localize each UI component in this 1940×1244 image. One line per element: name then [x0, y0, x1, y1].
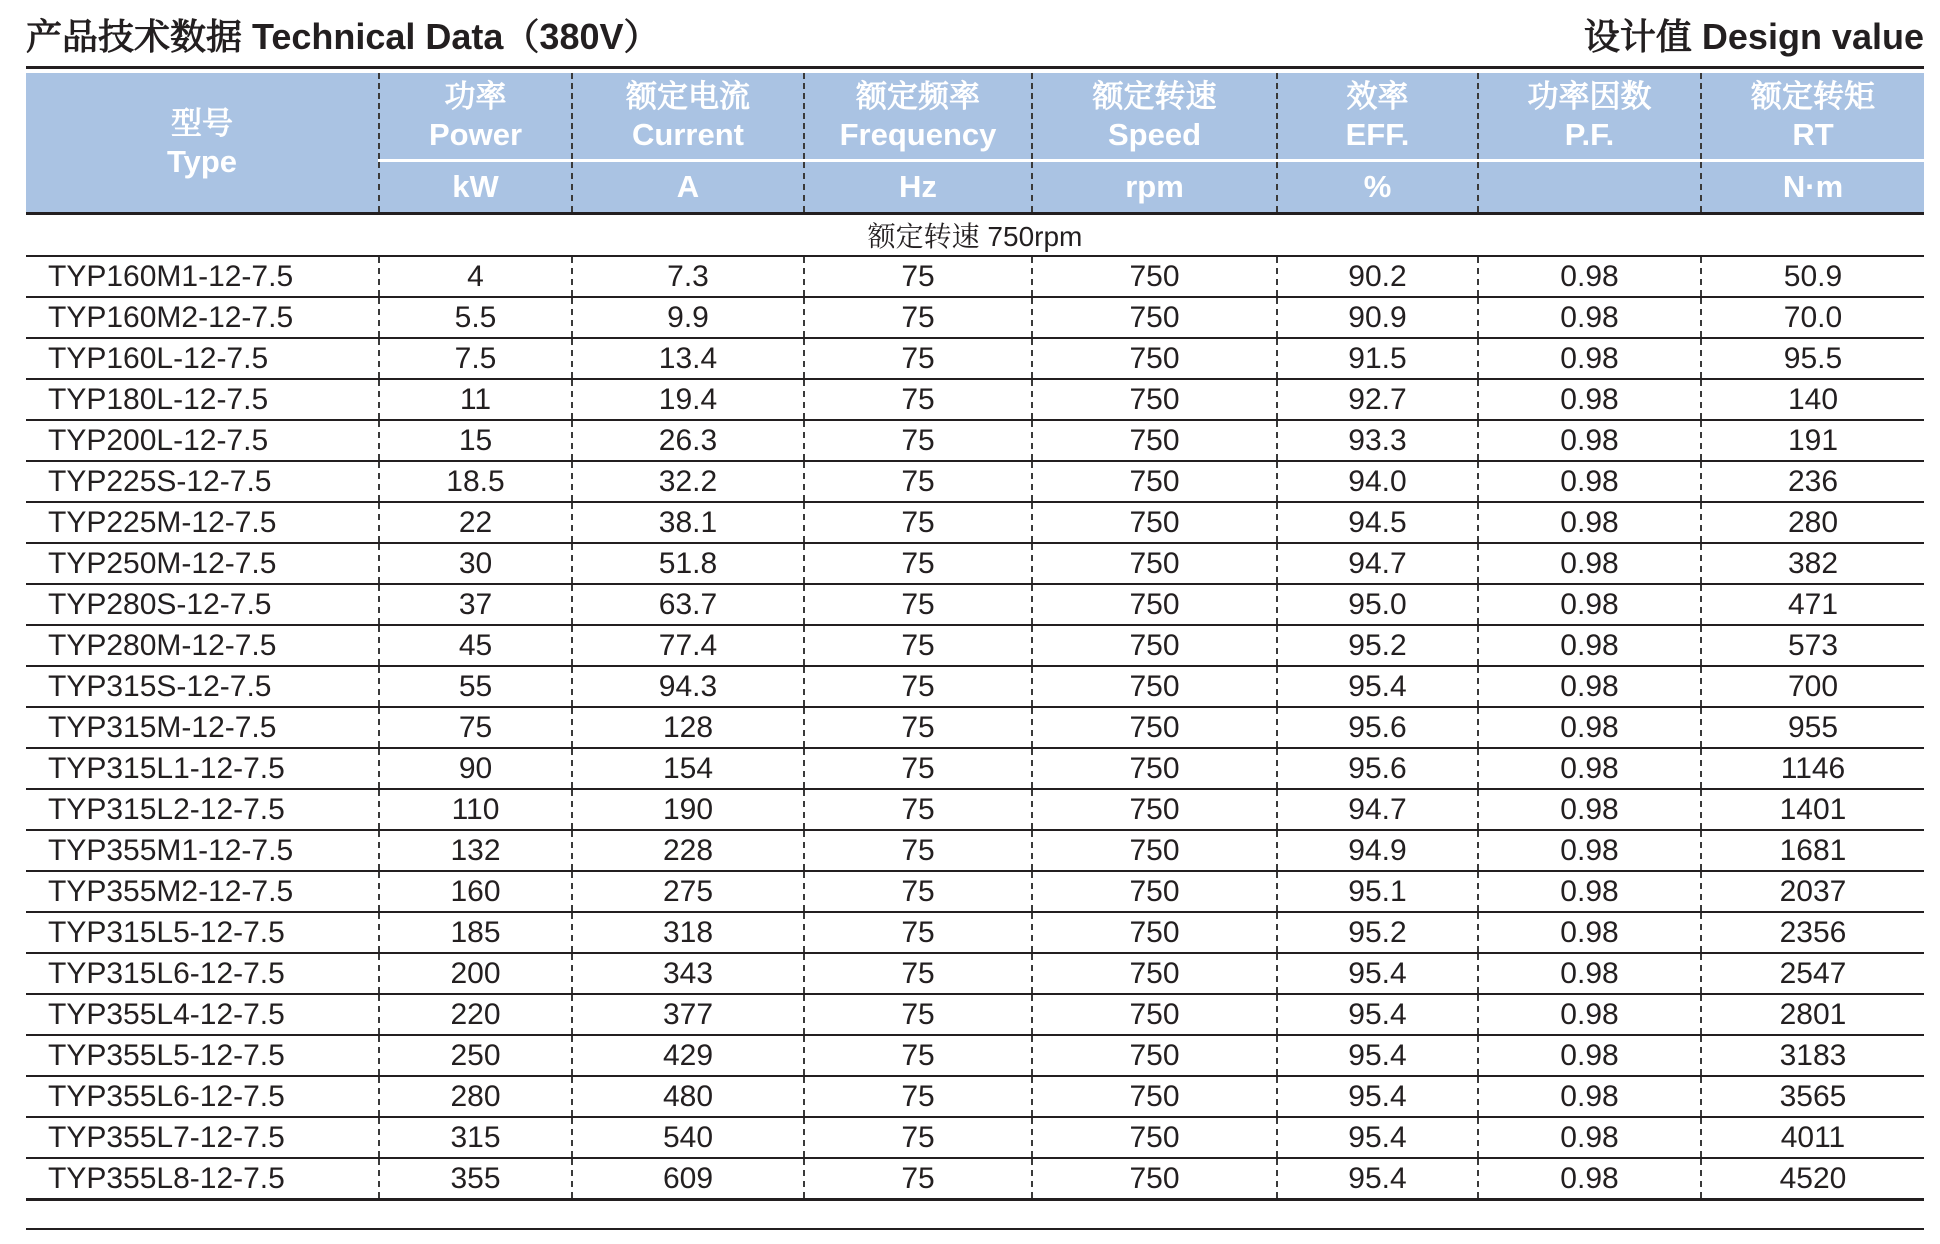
cell-frequency: 75	[804, 912, 1032, 953]
cell-efficiency: 94.7	[1277, 543, 1478, 584]
cell-current: 63.7	[572, 584, 804, 625]
cell-power-factor: 0.98	[1478, 502, 1701, 543]
cell-power: 15	[379, 420, 572, 461]
cell-speed: 750	[1032, 1076, 1277, 1117]
table-row	[26, 707, 1924, 748]
cell-model: TYP355L8-12-7.5	[26, 1158, 379, 1200]
cell-speed: 750	[1032, 584, 1277, 625]
cell-frequency: 75	[804, 625, 1032, 666]
unit-power: kW	[379, 161, 572, 214]
table-row	[26, 502, 1924, 543]
cell-current: 540	[572, 1117, 804, 1158]
cell-speed: 750	[1032, 707, 1277, 748]
cell-power: 30	[379, 543, 572, 584]
cell-efficiency: 95.4	[1277, 1117, 1478, 1158]
column-header-en: Power	[428, 117, 523, 152]
cell-power-factor: 0.98	[1478, 543, 1701, 584]
cell-frequency: 75	[804, 666, 1032, 707]
cell-frequency: 75	[804, 297, 1032, 338]
cell-power: 355	[379, 1158, 572, 1200]
column-header-en: Current	[632, 117, 744, 152]
table-row	[26, 748, 1924, 789]
cell-rated-torque: 382	[1701, 543, 1924, 584]
table-row	[26, 625, 1924, 666]
cell-model: TYP200L-12-7.5	[26, 420, 379, 461]
bottom-rule	[26, 1228, 1924, 1230]
table-row	[26, 830, 1924, 871]
cell-power-factor: 0.98	[1478, 1076, 1701, 1117]
cell-rated-torque: 140	[1701, 379, 1924, 420]
cell-efficiency: 95.4	[1277, 1076, 1478, 1117]
cell-power-factor: 0.98	[1478, 338, 1701, 379]
cell-power: 75	[379, 707, 572, 748]
cell-frequency: 75	[804, 461, 1032, 502]
cell-power-factor: 0.98	[1478, 871, 1701, 912]
cell-speed: 750	[1032, 1117, 1277, 1158]
cell-power: 160	[379, 871, 572, 912]
table-row	[26, 584, 1924, 625]
column-header-speed	[1032, 73, 1277, 161]
cell-efficiency: 95.1	[1277, 871, 1478, 912]
cell-power-factor: 0.98	[1478, 461, 1701, 502]
cell-efficiency: 90.9	[1277, 297, 1478, 338]
cell-rated-torque: 700	[1701, 666, 1924, 707]
cell-efficiency: 95.6	[1277, 707, 1478, 748]
cell-power-factor: 0.98	[1478, 1158, 1701, 1200]
cell-model: TYP225S-12-7.5	[26, 461, 379, 502]
cell-rated-torque: 2801	[1701, 994, 1924, 1035]
cell-frequency: 75	[804, 420, 1032, 461]
cell-efficiency: 90.2	[1277, 256, 1478, 297]
document-title: 产品技术数据 Technical Data（380V）	[26, 16, 660, 57]
table-row	[26, 338, 1924, 379]
cell-current: 275	[572, 871, 804, 912]
table-row	[26, 461, 1924, 502]
cell-efficiency: 94.5	[1277, 502, 1478, 543]
cell-frequency: 75	[804, 789, 1032, 830]
cell-speed: 750	[1032, 912, 1277, 953]
cell-power: 22	[379, 502, 572, 543]
cell-efficiency: 95.4	[1277, 1035, 1478, 1076]
cell-frequency: 75	[804, 871, 1032, 912]
cell-model: TYP160M1-12-7.5	[26, 256, 379, 297]
cell-current: 38.1	[572, 502, 804, 543]
column-header-en: P.F.	[1564, 117, 1615, 152]
cell-rated-torque: 1401	[1701, 789, 1924, 830]
cell-speed: 750	[1032, 994, 1277, 1035]
cell-frequency: 75	[804, 830, 1032, 871]
column-header-current	[572, 73, 804, 161]
table-row	[26, 543, 1924, 584]
cell-current: 128	[572, 707, 804, 748]
cell-power-factor: 0.98	[1478, 379, 1701, 420]
cell-speed: 750	[1032, 338, 1277, 379]
column-header-cn: 型号	[171, 105, 233, 141]
cell-model: TYP180L-12-7.5	[26, 379, 379, 420]
cell-speed: 750	[1032, 789, 1277, 830]
table-body	[26, 214, 1924, 1200]
unit-rated-torque: N·m	[1701, 161, 1924, 214]
cell-current: 32.2	[572, 461, 804, 502]
table-row	[26, 1117, 1924, 1158]
unit-efficiency: %	[1277, 161, 1478, 214]
cell-rated-torque: 2037	[1701, 871, 1924, 912]
table-row	[26, 789, 1924, 830]
cell-power-factor: 0.98	[1478, 789, 1701, 830]
cell-power: 11	[379, 379, 572, 420]
cell-frequency: 75	[804, 379, 1032, 420]
cell-speed: 750	[1032, 830, 1277, 871]
cell-power-factor: 0.98	[1478, 297, 1701, 338]
title-bar	[26, 18, 1924, 66]
cell-efficiency: 95.4	[1277, 1158, 1478, 1200]
table-row	[26, 871, 1924, 912]
cell-power-factor: 0.98	[1478, 666, 1701, 707]
cell-model: TYP315S-12-7.5	[26, 666, 379, 707]
cell-current: 228	[572, 830, 804, 871]
cell-model: TYP280S-12-7.5	[26, 584, 379, 625]
cell-current: 51.8	[572, 543, 804, 584]
cell-speed: 750	[1032, 953, 1277, 994]
cell-rated-torque: 1146	[1701, 748, 1924, 789]
cell-frequency: 75	[804, 584, 1032, 625]
design-value-label: 设计值 Design value	[1583, 16, 1924, 57]
cell-model: TYP315L5-12-7.5	[26, 912, 379, 953]
cell-power-factor: 0.98	[1478, 256, 1701, 297]
column-header-cn: 功率因数	[1527, 79, 1652, 114]
cell-current: 190	[572, 789, 804, 830]
cell-rated-torque: 50.9	[1701, 256, 1924, 297]
cell-power-factor: 0.98	[1478, 1035, 1701, 1076]
cell-efficiency: 95.2	[1277, 625, 1478, 666]
cell-speed: 750	[1032, 748, 1277, 789]
cell-frequency: 75	[804, 953, 1032, 994]
cell-power: 132	[379, 830, 572, 871]
cell-efficiency: 94.9	[1277, 830, 1478, 871]
table-row	[26, 379, 1924, 420]
cell-rated-torque: 70.0	[1701, 297, 1924, 338]
cell-model: TYP315L6-12-7.5	[26, 953, 379, 994]
column-header-power-factor	[1478, 73, 1701, 161]
technical-data-table	[26, 73, 1924, 1201]
column-header-frequency	[804, 73, 1032, 161]
cell-rated-torque: 191	[1701, 420, 1924, 461]
unit-frequency: Hz	[804, 161, 1032, 214]
cell-efficiency: 93.3	[1277, 420, 1478, 461]
cell-rated-torque: 4520	[1701, 1158, 1924, 1200]
cell-speed: 750	[1032, 461, 1277, 502]
cell-power-factor: 0.98	[1478, 584, 1701, 625]
section-label: 额定转速 750rpm	[26, 214, 1924, 257]
cell-power: 18.5	[379, 461, 572, 502]
column-header-en: EFF.	[1345, 117, 1410, 152]
cell-frequency: 75	[804, 543, 1032, 584]
column-header-cn: 功率	[444, 79, 507, 114]
cell-efficiency: 95.6	[1277, 748, 1478, 789]
column-header-efficiency	[1277, 73, 1478, 161]
unit-power-factor	[1478, 161, 1701, 214]
column-header-cn: 额定转速	[1092, 79, 1217, 114]
cell-rated-torque: 280	[1701, 502, 1924, 543]
column-header-cn: 额定转矩	[1751, 79, 1875, 114]
cell-speed: 750	[1032, 1158, 1277, 1200]
cell-power: 110	[379, 789, 572, 830]
column-header-en: Frequency	[839, 117, 997, 152]
cell-power: 37	[379, 584, 572, 625]
cell-power-factor: 0.98	[1478, 912, 1701, 953]
cell-speed: 750	[1032, 379, 1277, 420]
cell-power: 280	[379, 1076, 572, 1117]
column-header-power	[379, 73, 572, 161]
cell-efficiency: 94.7	[1277, 789, 1478, 830]
table-row	[26, 297, 1924, 338]
cell-frequency: 75	[804, 748, 1032, 789]
cell-power: 250	[379, 1035, 572, 1076]
cell-current: 19.4	[572, 379, 804, 420]
cell-speed: 750	[1032, 543, 1277, 584]
table-row	[26, 953, 1924, 994]
cell-current: 377	[572, 994, 804, 1035]
cell-efficiency: 91.5	[1277, 338, 1478, 379]
cell-efficiency: 95.4	[1277, 994, 1478, 1035]
cell-rated-torque: 4011	[1701, 1117, 1924, 1158]
cell-power: 90	[379, 748, 572, 789]
cell-rated-torque: 1681	[1701, 830, 1924, 871]
cell-power: 4	[379, 256, 572, 297]
column-header-cn: 效率	[1346, 79, 1409, 114]
table-row	[26, 912, 1924, 953]
column-header-en: RT	[1792, 117, 1834, 152]
cell-current: 154	[572, 748, 804, 789]
cell-model: TYP315L2-12-7.5	[26, 789, 379, 830]
cell-current: 429	[572, 1035, 804, 1076]
table-row	[26, 1158, 1924, 1200]
table-row	[26, 666, 1924, 707]
cell-speed: 750	[1032, 871, 1277, 912]
column-header-en: Speed	[1107, 117, 1202, 152]
cell-frequency: 75	[804, 707, 1032, 748]
cell-rated-torque: 3565	[1701, 1076, 1924, 1117]
cell-power: 185	[379, 912, 572, 953]
cell-power: 45	[379, 625, 572, 666]
cell-rated-torque: 95.5	[1701, 338, 1924, 379]
cell-frequency: 75	[804, 1158, 1032, 1200]
cell-power: 200	[379, 953, 572, 994]
cell-frequency: 75	[804, 338, 1032, 379]
table-row	[26, 994, 1924, 1035]
cell-power: 7.5	[379, 338, 572, 379]
cell-power: 315	[379, 1117, 572, 1158]
cell-speed: 750	[1032, 1035, 1277, 1076]
cell-rated-torque: 2547	[1701, 953, 1924, 994]
cell-speed: 750	[1032, 420, 1277, 461]
cell-speed: 750	[1032, 502, 1277, 543]
cell-model: TYP160M2-12-7.5	[26, 297, 379, 338]
cell-power: 5.5	[379, 297, 572, 338]
column-header-rated-torque	[1701, 73, 1924, 161]
cell-rated-torque: 955	[1701, 707, 1924, 748]
cell-rated-torque: 573	[1701, 625, 1924, 666]
cell-current: 609	[572, 1158, 804, 1200]
cell-rated-torque: 471	[1701, 584, 1924, 625]
cell-current: 480	[572, 1076, 804, 1117]
cell-efficiency: 95.2	[1277, 912, 1478, 953]
cell-model: TYP355L6-12-7.5	[26, 1076, 379, 1117]
cell-frequency: 75	[804, 256, 1032, 297]
cell-current: 94.3	[572, 666, 804, 707]
cell-model: TYP355L5-12-7.5	[26, 1035, 379, 1076]
cell-power-factor: 0.98	[1478, 994, 1701, 1035]
cell-model: TYP355M1-12-7.5	[26, 830, 379, 871]
cell-current: 318	[572, 912, 804, 953]
cell-speed: 750	[1032, 297, 1277, 338]
section-row	[26, 214, 1924, 257]
cell-power: 55	[379, 666, 572, 707]
cell-model: TYP315L1-12-7.5	[26, 748, 379, 789]
cell-model: TYP355M2-12-7.5	[26, 871, 379, 912]
cell-efficiency: 94.0	[1277, 461, 1478, 502]
cell-current: 26.3	[572, 420, 804, 461]
cell-frequency: 75	[804, 1117, 1032, 1158]
cell-frequency: 75	[804, 1035, 1032, 1076]
cell-power-factor: 0.98	[1478, 953, 1701, 994]
table-row	[26, 256, 1924, 297]
table-row	[26, 1035, 1924, 1076]
table-row	[26, 1076, 1924, 1117]
cell-frequency: 75	[804, 502, 1032, 543]
cell-power-factor: 0.98	[1478, 1117, 1701, 1158]
cell-power: 220	[379, 994, 572, 1035]
cell-rated-torque: 2356	[1701, 912, 1924, 953]
column-header-cn: 额定频率	[856, 79, 980, 114]
cell-speed: 750	[1032, 625, 1277, 666]
column-header-en: Type	[166, 143, 238, 179]
cell-speed: 750	[1032, 666, 1277, 707]
cell-model: TYP160L-12-7.5	[26, 338, 379, 379]
cell-power-factor: 0.98	[1478, 625, 1701, 666]
cell-frequency: 75	[804, 1076, 1032, 1117]
table-row	[26, 420, 1924, 461]
cell-model: TYP355L7-12-7.5	[26, 1117, 379, 1158]
cell-current: 343	[572, 953, 804, 994]
unit-speed: rpm	[1032, 161, 1277, 214]
cell-efficiency: 95.0	[1277, 584, 1478, 625]
cell-model: TYP315M-12-7.5	[26, 707, 379, 748]
cell-frequency: 75	[804, 994, 1032, 1035]
cell-power-factor: 0.98	[1478, 748, 1701, 789]
cell-current: 13.4	[572, 338, 804, 379]
cell-model: TYP250M-12-7.5	[26, 543, 379, 584]
cell-efficiency: 95.4	[1277, 666, 1478, 707]
cell-current: 77.4	[572, 625, 804, 666]
cell-current: 7.3	[572, 256, 804, 297]
cell-speed: 750	[1032, 256, 1277, 297]
cell-current: 9.9	[572, 297, 804, 338]
cell-rated-torque: 3183	[1701, 1035, 1924, 1076]
cell-power-factor: 0.98	[1478, 830, 1701, 871]
top-rule	[26, 66, 1924, 69]
cell-rated-torque: 236	[1701, 461, 1924, 502]
column-header-cn: 额定电流	[626, 79, 750, 114]
cell-efficiency: 95.4	[1277, 953, 1478, 994]
cell-model: TYP225M-12-7.5	[26, 502, 379, 543]
column-header-type	[26, 73, 379, 214]
cell-power-factor: 0.98	[1478, 420, 1701, 461]
cell-efficiency: 92.7	[1277, 379, 1478, 420]
cell-power-factor: 0.98	[1478, 707, 1701, 748]
unit-current: A	[572, 161, 804, 214]
cell-model: TYP280M-12-7.5	[26, 625, 379, 666]
cell-model: TYP355L4-12-7.5	[26, 994, 379, 1035]
